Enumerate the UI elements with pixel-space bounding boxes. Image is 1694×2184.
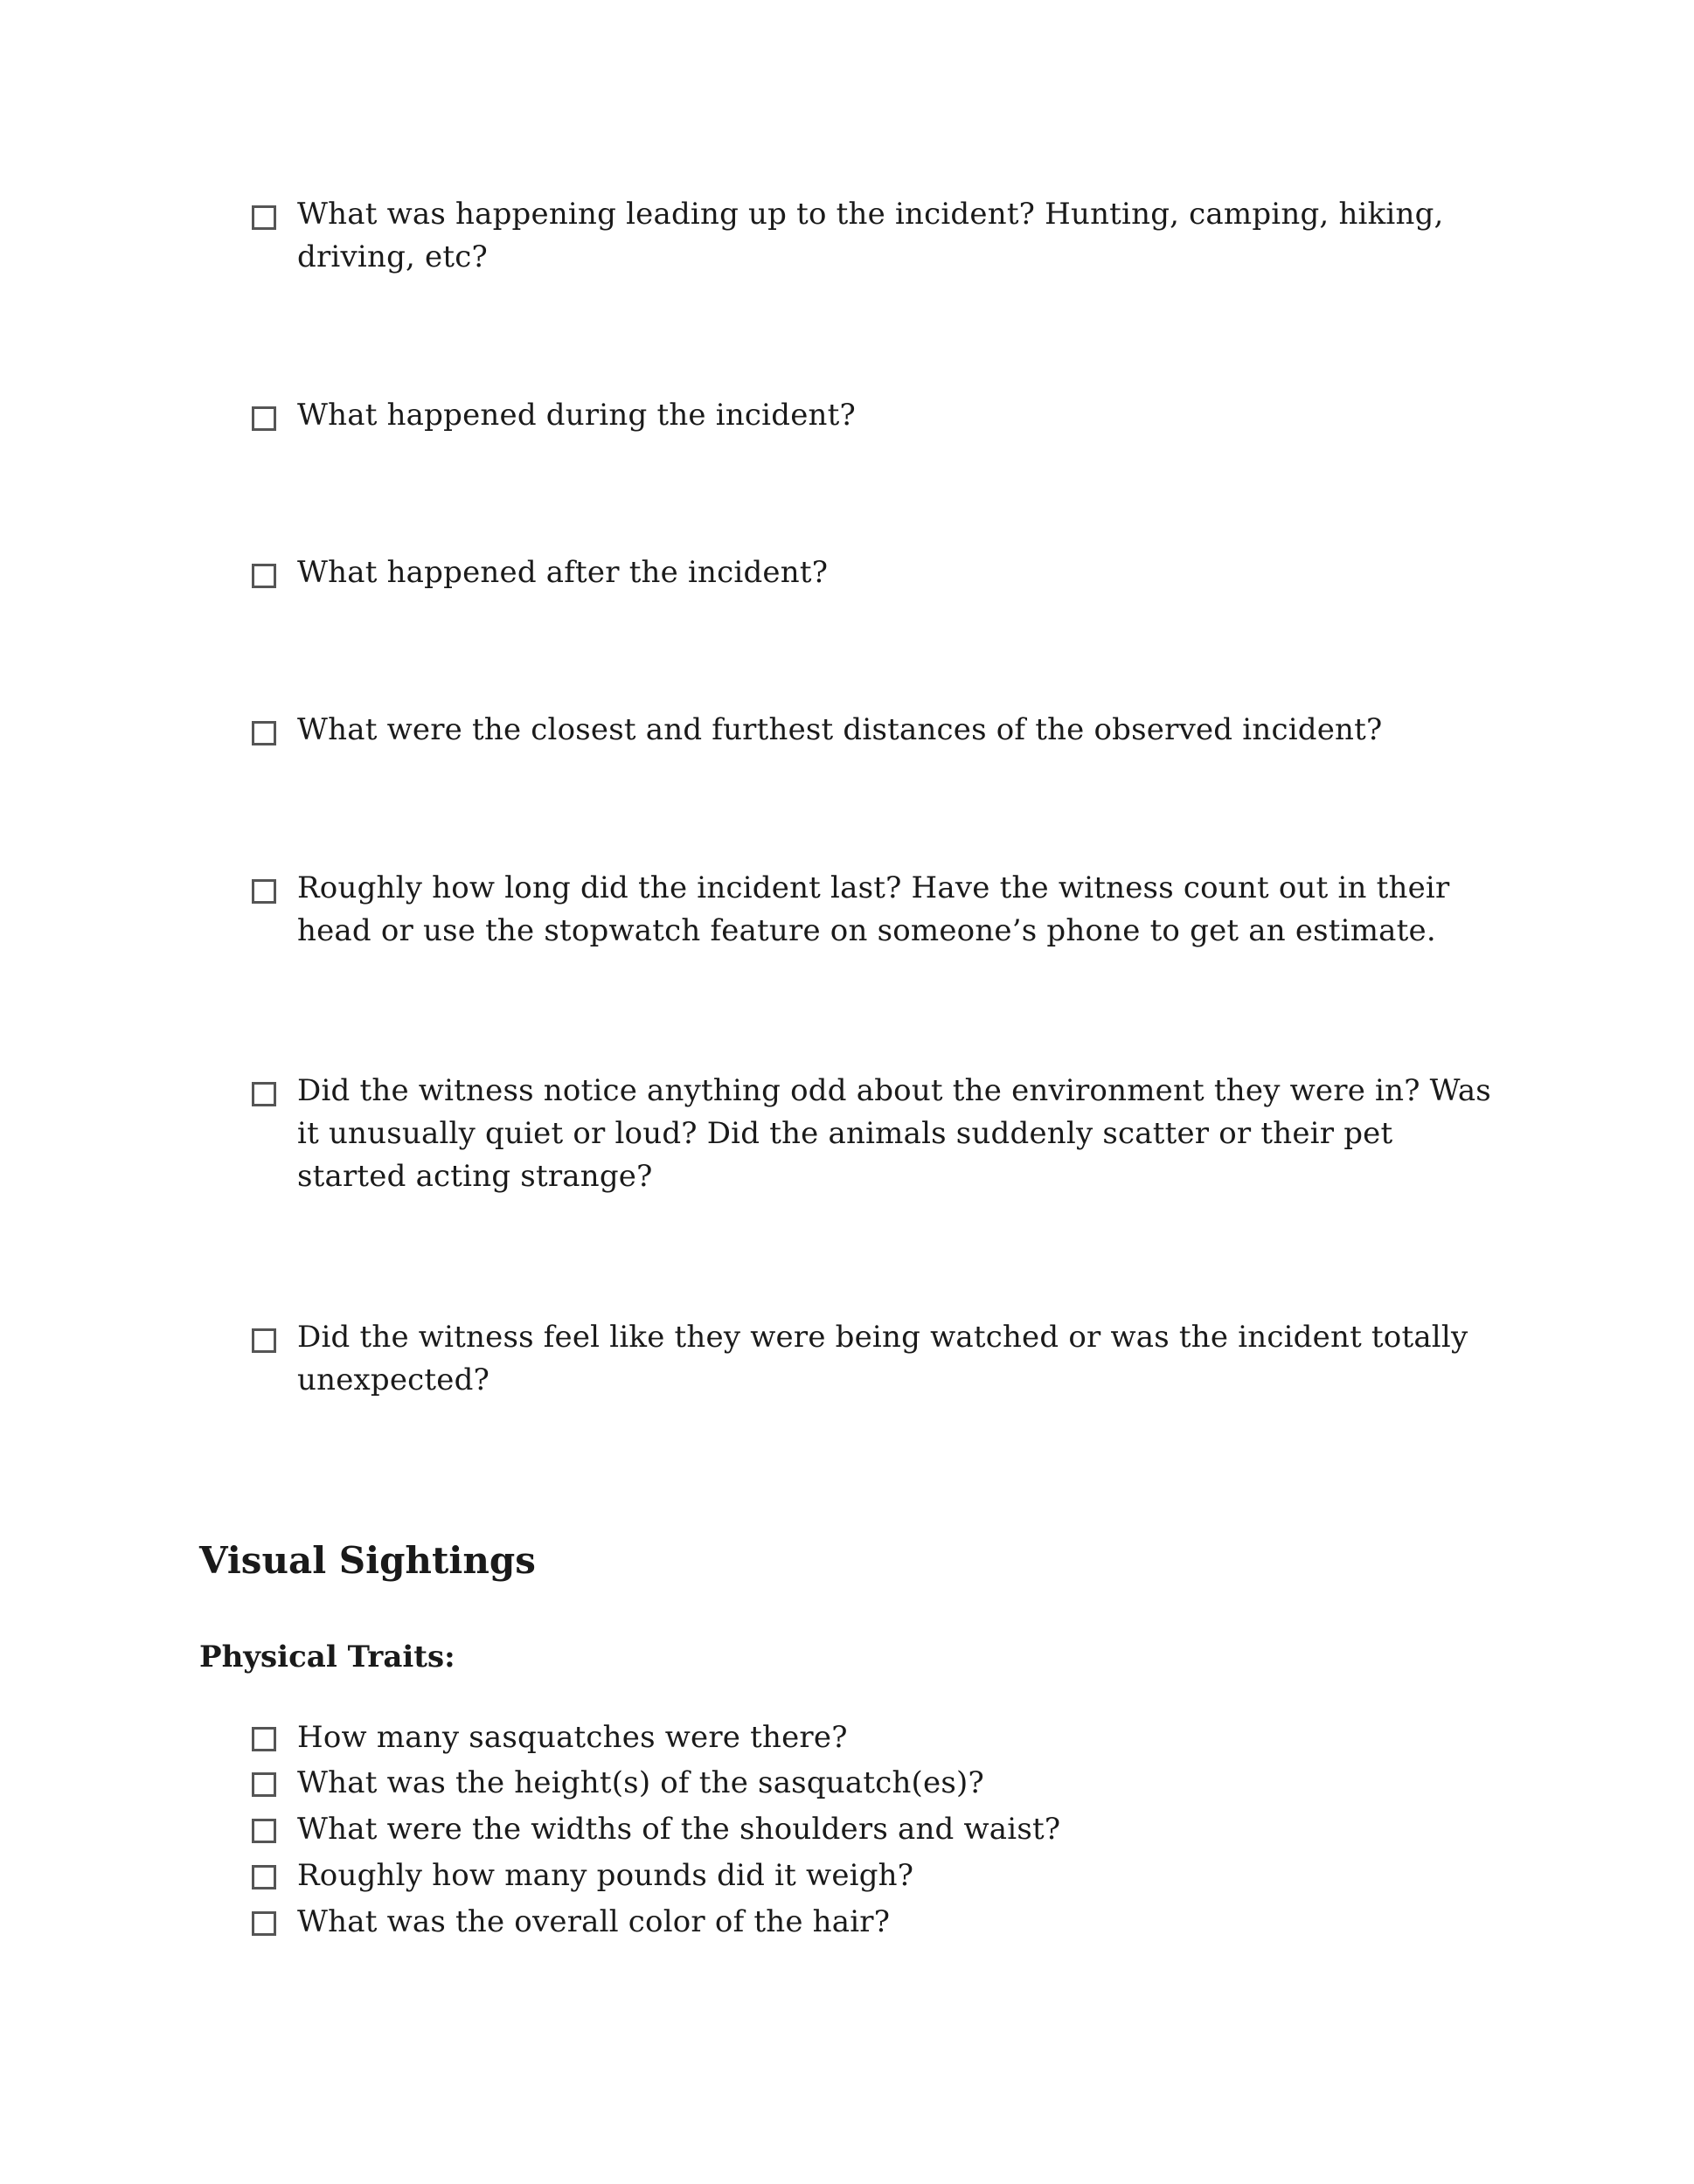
checklist-item — [252, 551, 1493, 594]
checklist-item — [252, 1070, 1493, 1198]
checkbox[interactable] — [252, 1819, 276, 1843]
checklist-item-text: What were the closest and furthest distances of the observed incident? — [297, 712, 1383, 747]
checklist-item-text: What was the overall color of the hair? — [297, 1904, 891, 1939]
section-title: Visual Sightings — [199, 1539, 536, 1582]
checkbox[interactable] — [252, 205, 276, 230]
checkbox[interactable] — [252, 721, 276, 745]
checklist-item — [252, 709, 1493, 752]
checklist-item — [252, 1853, 1493, 1898]
checklist-item — [252, 867, 1493, 953]
checklist-item-text: Did the witness notice anything odd about the environment they were in? Was it unusually quiet or loud? Did the animals suddenly scatter or their pet started acting strange? — [297, 1073, 1491, 1194]
checklist-item-text: What happened after the incident? — [297, 555, 829, 590]
section-subtitle: Physical Traits: — [199, 1640, 455, 1674]
checklist-item-text: Roughly how many pounds did it weigh? — [297, 1858, 914, 1893]
checklist-item-text: How many sasquatches were there? — [297, 1720, 848, 1755]
checkbox[interactable] — [252, 879, 276, 904]
checklist-item-text: What were the widths of the shoulders and waist? — [297, 1812, 1061, 1847]
checklist-item — [252, 1316, 1493, 1402]
checklist-item-text: What was happening leading up to the incident? Hunting, camping, hiking, driving, etc? — [297, 197, 1444, 274]
checkbox[interactable] — [252, 1865, 276, 1889]
checklist-item-text: What was the height(s) of the sasquatch(es)? — [297, 1765, 984, 1800]
checklist-item — [252, 193, 1493, 279]
checklist-item-text: Did the witness feel like they were being watched or was the incident totally unexpected? — [297, 1320, 1468, 1397]
checkbox[interactable] — [252, 1328, 276, 1353]
checkbox[interactable] — [252, 1727, 276, 1751]
checkbox[interactable] — [252, 1082, 276, 1106]
checkbox[interactable] — [252, 1772, 276, 1797]
checklist-item — [252, 1806, 1493, 1852]
checklist-item — [252, 1760, 1493, 1806]
checklist-item-text: Roughly how long did the incident last? Have the witness count out in their head or use the stopwatch feature on someone’s phone to get an estimate. — [297, 870, 1450, 948]
checklist-item — [252, 394, 1493, 437]
checkbox[interactable] — [252, 1911, 276, 1936]
checklist-item — [252, 1899, 1493, 1945]
checkbox[interactable] — [252, 564, 276, 588]
checklist-item — [252, 1715, 1493, 1760]
checkbox[interactable] — [252, 406, 276, 431]
checklist-item-text: What happened during the incident? — [297, 398, 856, 433]
